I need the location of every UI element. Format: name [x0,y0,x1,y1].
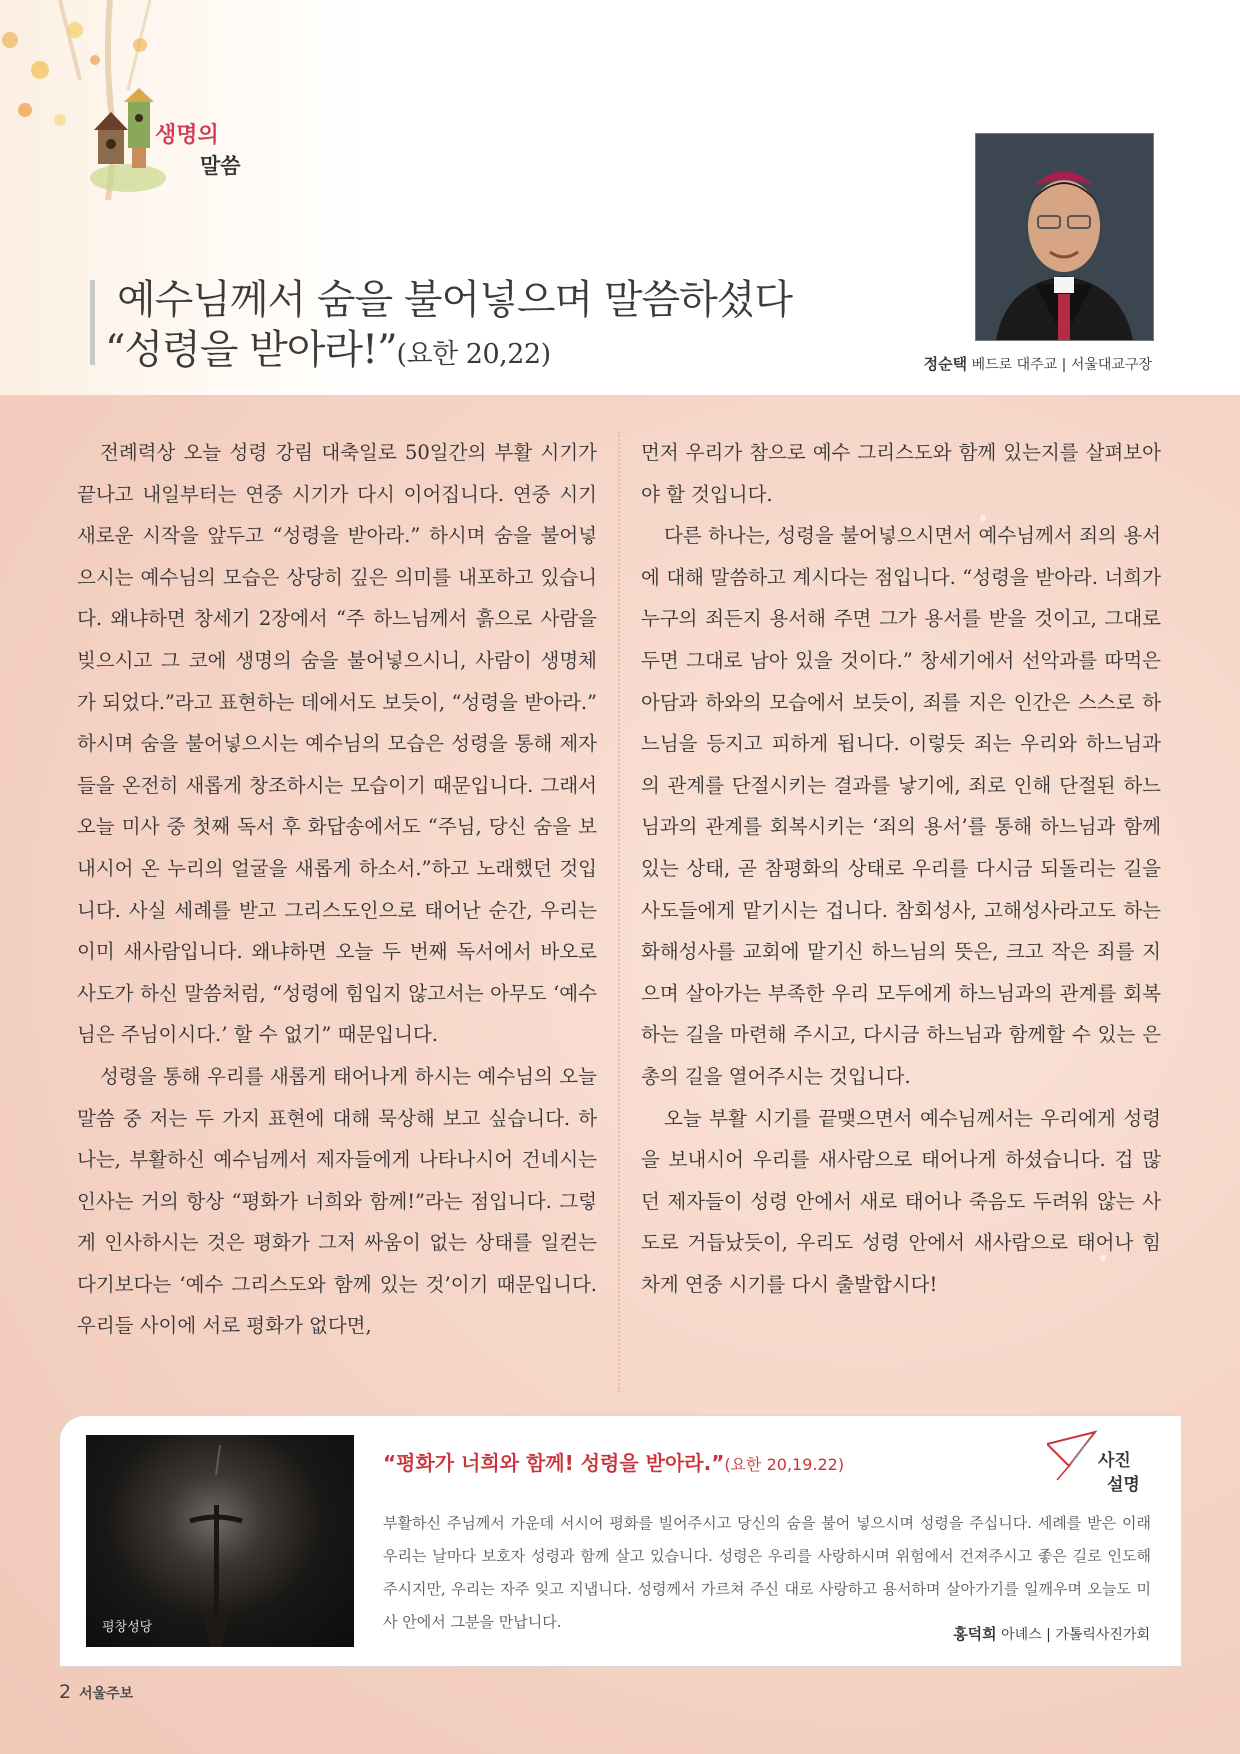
photographer-org: 가톨릭사진가회 [1055,1627,1150,1643]
author-role: 베드로 대주교 [971,357,1058,373]
logo-title: 생명의 [155,123,219,148]
article-column-left [77,432,597,1347]
article-paragraph: 먼저 우리가 참으로 예수 그리스도와 함께 있는지를 살펴보아야 할 것입니다. [641,441,1161,506]
photo-quote [383,1447,844,1476]
column-divider [618,432,620,1392]
article-paragraph: 다른 하나는, 성령을 불어넣으시면서 예수님께서 죄의 용서에 대해 말씀하고 계시다는 점입니다. “성령을 받아라. 너희가 누구의 죄든지 용서해 주면 그가 용서를 받을 것이고, 그대로 두면 그대로 남아 있을 것이다.” 창세기에서 선악과를 따먹은 아담과 하와의 모습에서 보듯이, 죄를 지은 인간은 스스로 하느님을 등지고 피하게 됩니다. 이렇듯 죄는 우리와 하느님과의 관계를 단절시키는 결과를 낳기에, 죄로 인해 단절된 하느님과의 관계를 회복시키는 ‘죄의 용서’를 통해 하느님과 함께 있는 상태, 곧 참평화의 상태로 우리를 다시금 되돌리는 길을 사도들에게 맡기시는 겁니다. 참회성사, 고해성사라고도 하는 화해성사를 교회에 맡기신 하느님의 뜻은, 크고 작은 죄를 지으며 살아가는 부족한 우리 모두에게 하느님과의 관계를 회복하는 길을 마련해 주시고, 다시금 하느님과 함께할 수 있는 은총의 길을 열어주시는 것입니다. [641,524,1161,1088]
credit-separator: | [1046,1627,1051,1643]
photographer-name: 홍덕희 [953,1625,997,1643]
photo-tag-label: 사진 [1098,1451,1131,1471]
photographer-credit [953,1623,1150,1644]
author-caption [924,353,1152,374]
photo-quote-text: “평화가 너희와 함께! 성령을 받아라.” [383,1451,725,1475]
page-title: 예수님께서 숨을 불어넣으며 말씀하셨다 [117,277,793,323]
photo-quote-reference: (요한 20,19.22) [724,1455,845,1474]
photo-tag-label: 설명 [1107,1475,1140,1495]
photo-description: 부활하신 주님께서 가운데 서시어 평화를 빌어주시고 당신의 숨을 불어 넣으시며 성령을 주십니다. 세례를 받은 이래 우리는 날마다 보호자 성령과 함께 살고 있습니다. 성령은 우리를 사랑하시며 위험에서 건져주시고 좋은 길로 인도해 주시지만, 우리는 자주 잊고 지냅니다. 성령께서 가르쳐 주신 대로 사랑하고 용서하며 살아가기를 일깨우며 오늘도 미사 안에서 그분을 만납니다. [383,1514,1151,1631]
article-paragraph: 전례력상 오늘 성령 강림 대축일로 50일간의 부활 시기가 끝나고 내일부터는 연중 시기가 다시 이어집니다. 연중 시기 새로운 시작을 앞두고 “성령을 받아라.” 하시며 숨을 불어넣으시는 예수님의 모습은 상당히 깊은 의미를 내포하고 있습니다. 왜냐하면 창세기 2장에서 “주 하느님께서 흙으로 사람을 빚으시고 그 코에 생명의 숨을 불어넣으시니, 사람이 생명체가 되었다.”라고 표현하는 데에서도 보듯이, “성령을 받아라.” 하시며 숨을 불어넣으시는 예수님의 모습은 성령을 통해 제자들을 온전히 새롭게 창조하시는 모습이기 때문입니다. 그래서 오늘 미사 중 첫째 독서 후 화답송에서도 “주님, 당신 숨을 보내시어 온 누리의 얼굴을 새롭게 하소서.”하고 노래했던 것입니다. 사실 세례를 받고 그리스도인으로 태어난 순간, 우리는 이미 새사람입니다. 왜냐하면 오늘 두 번째 독서에서 바오로 사도가 하신 말씀처럼, “성령에 힘입지 않고서는 아무도 ‘예수님은 주님이시다.’ 할 수 없기” 때문입니다. [77,441,597,1047]
publication-name: 서울주보 [79,1686,134,1702]
title-accent-bar [90,280,95,365]
article-paragraph: 오늘 부활 시기를 끝맺으면서 예수님께서는 우리에게 성령을 보내시어 우리를 새사람으로 태어나게 하셨습니다. 겁 많던 제자들이 성령 안에서 새로 태어나 죽음도 두려워 않는 사도로 거듭났듯이, 우리도 성령 안에서 새사람으로 태어나 힘차게 연중 시기를 다시 출발합시다! [641,1106,1161,1296]
subtitle-quote: “성령을 받아라!” [105,327,397,373]
caption-separator: | [1061,357,1067,373]
feature-photo [86,1435,354,1647]
logo-subtitle: 말씀 [200,154,241,178]
author-portrait [975,133,1154,341]
article-paragraph: 성령을 통해 우리를 새롭게 태어나게 하시는 예수님의 오늘 말씀 중 저는 두 가지 표현에 대해 묵상해 보고 싶습니다. 하나는, 부활하신 예수님께서 제자들에게 나타나시어 건네시는 인사는 거의 항상 “평화가 너희와 함께!”라는 점입니다. 그렇게 인사하시는 것은 평화가 그저 싸움이 없는 상태를 일컫는다기보다는 ‘예수 그리스도와 함께 있는 것’이기 때문입니다. 우리들 사이에 서로 평화가 없다면, [77,1064,597,1338]
author-name: 정순택 [923,355,968,373]
photo-label: 평창성당 [102,1620,153,1635]
subtitle-reference: (요한 20,22) [396,339,551,370]
article-column-right [641,432,1161,1305]
page-footer [59,1681,133,1703]
photographer-baptismal: 아녜스 [1001,1627,1042,1643]
page-subtitle [105,318,551,375]
author-office: 서울대교구장 [1070,357,1152,373]
page-number: 2 [59,1681,72,1703]
